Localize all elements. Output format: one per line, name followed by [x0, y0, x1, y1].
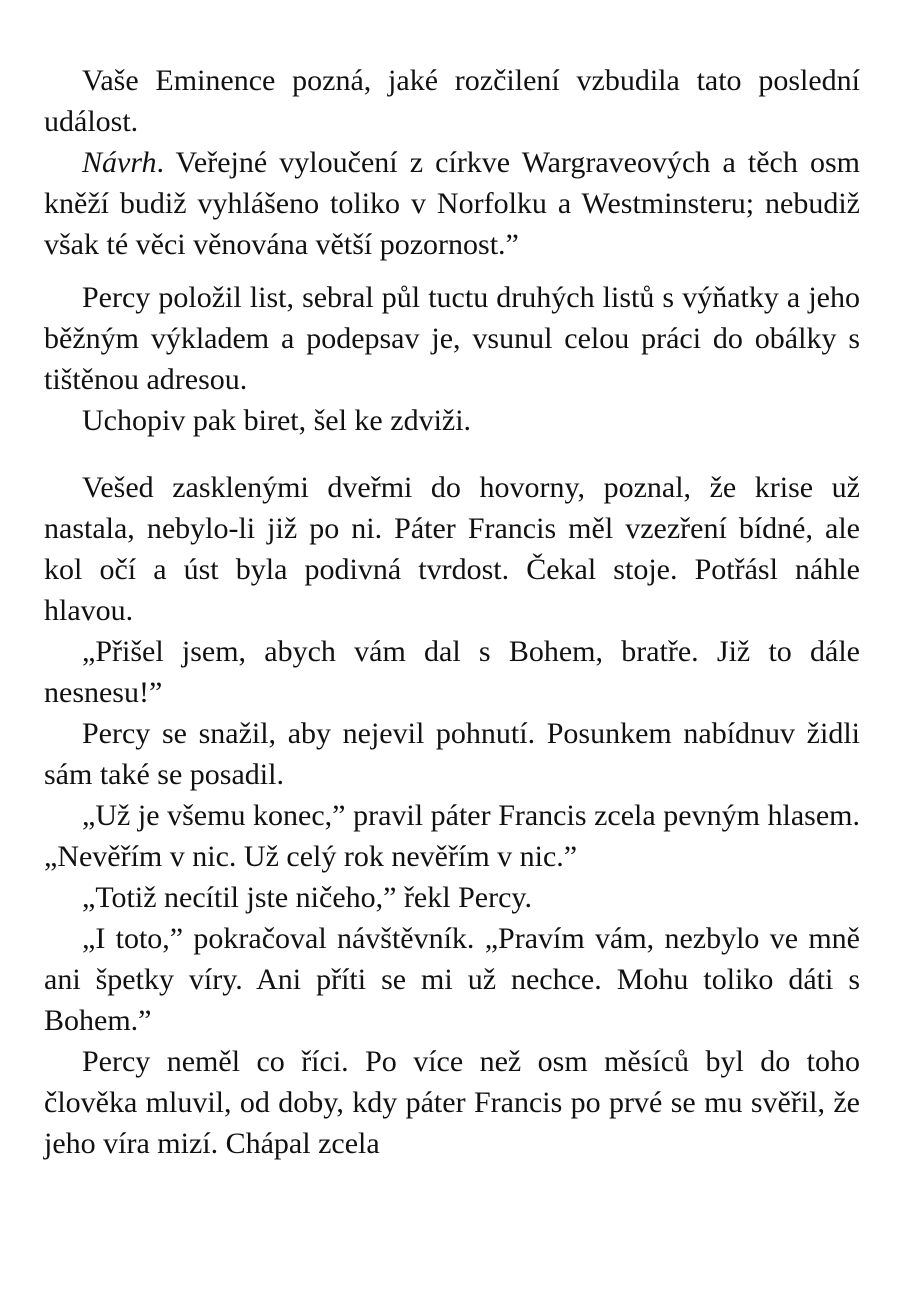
paragraph-text: „Totiž necítil jste ničeho,” řekl Percy.: [82, 881, 532, 914]
paragraph-percy-seat: [44, 713, 860, 795]
paragraph-dialogue-farewell: [44, 631, 860, 713]
proposal-label: Návrh: [82, 146, 157, 179]
paragraph-dialogue-end: [44, 795, 860, 877]
paragraph-dialogue-visitor: [44, 918, 860, 1041]
paragraph-percy-silent: [44, 1041, 860, 1164]
paragraph-dialogue-percy: [44, 877, 860, 918]
paragraph-text: Vešed zasklenými dveřmi do hovorny, poznal, že krise už nastala, nebylo-li již po ni. Páter Francis měl vzezření bídné, ale kol očí a úst byla podivná tvrdost. Čekal stoje. Potřásl náhle hlavou.: [44, 471, 860, 627]
paragraph-text: Percy se snažil, aby nejevil pohnutí. Posunkem nabídnuv židli sám také se posadil.: [44, 717, 860, 791]
paragraph-text: Uchopiv pak biret, šel ke zdviži.: [82, 404, 472, 437]
paragraph-text: Vaše Eminence pozná, jaké rozčilení vzbudila tato poslední událost.: [44, 64, 860, 138]
paragraph-parlor-entry: [44, 467, 860, 631]
paragraph-percy-elevator: [44, 400, 860, 441]
paragraph-text: „I toto,” pokračoval návštěvník. „Pravím vám, nezbylo ve mně ani špetky víry. Ani příti se mi už nechce. Mohu toliko dáti s Bohem.”: [44, 922, 860, 1037]
paragraph-text: Percy neměl co říci. Po více než osm měsíců byl do toho člověka mluvil, od doby, kdy páter Francis po prvé se mu svěřil, že jeho víra mizí. Chápal zcela: [44, 1045, 860, 1160]
paragraph-text: Percy položil list, sebral půl tuctu druhých listů s výňatky a jeho běžným výkladem a podepsav je, vsunul celou práci do obálky s tištěnou adresou.: [44, 281, 860, 396]
paragraph-text: „Už je všemu konec,” pravil páter Francis zcela pevným hlasem. „Nevěřím v nic. Už celý rok nevěřím v nic.”: [44, 799, 860, 873]
paragraph-letter-closing: [44, 60, 860, 142]
book-page: [44, 60, 860, 1164]
paragraph-text: „Přišel jsem, abych vám dal s Bohem, bratře. Již to dále nesnesu!”: [44, 635, 860, 709]
paragraph-proposal: [44, 142, 860, 265]
paragraph-text: . Veřejné vyloučení z církve Wargraveových a těch osm kněží budiž vyhlášeno toliko v Norfolku a Westminsteru; nebudiž však té věci věnována větší pozornost.”: [44, 146, 860, 261]
paragraph-percy-envelope: [44, 277, 860, 400]
